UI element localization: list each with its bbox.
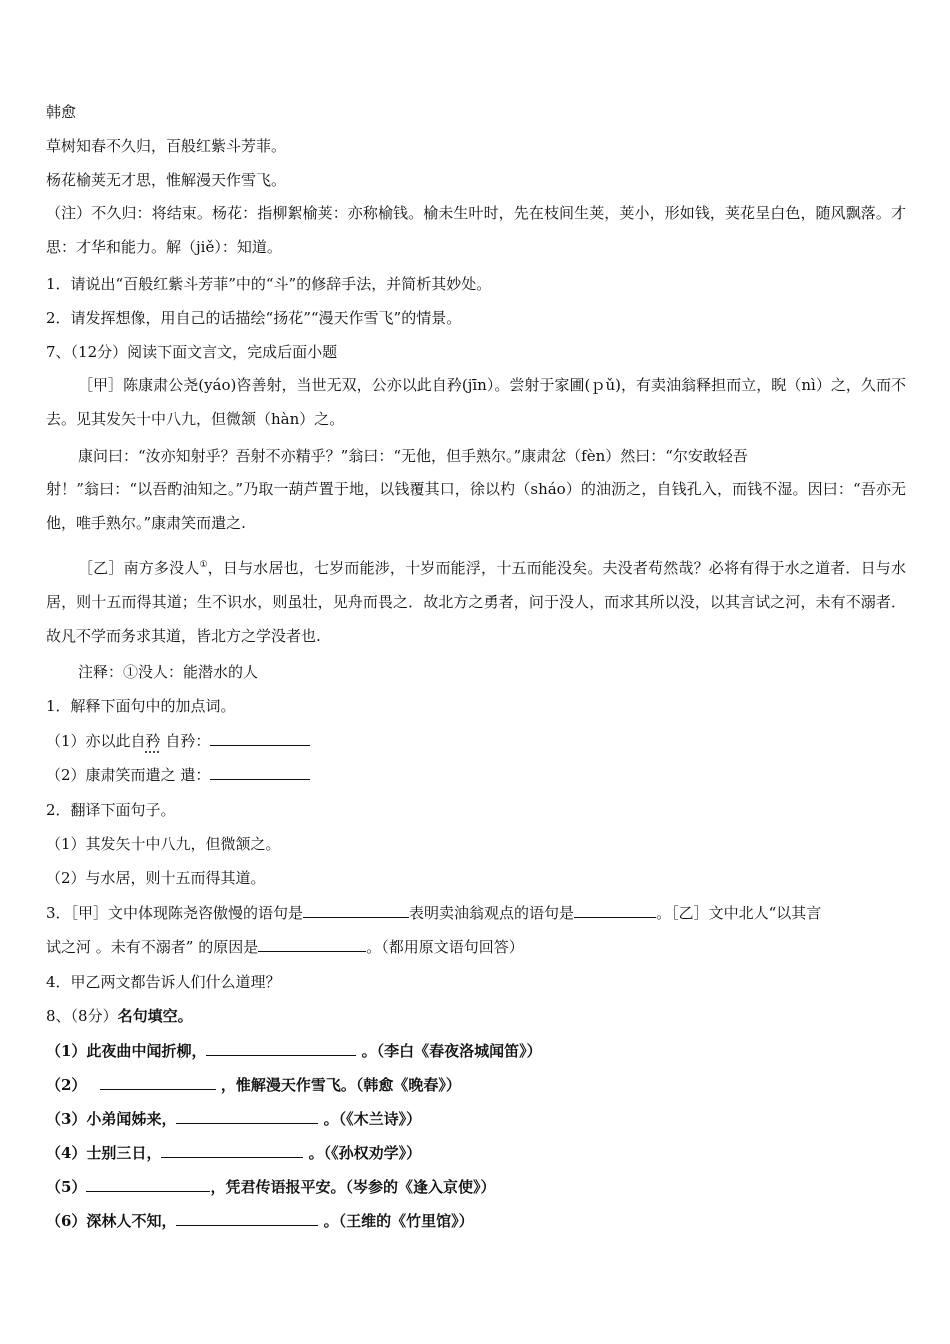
question-1-1 — [46, 730, 310, 751]
passage-jia-paragraph-1 — [46, 368, 906, 436]
fill-item-2 — [46, 1074, 461, 1095]
fill-item-3-pre: （3）小弟闻姊来， — [46, 1110, 177, 1128]
question-3-line-1 — [46, 902, 821, 923]
passage-yi-lead: ［乙］南方多没人 — [78, 559, 200, 577]
q3-part-d: 试之河 。未有不溺者” 的原因是 — [46, 938, 259, 956]
annotation: 注释：①没人：能潜水的人 — [78, 663, 259, 681]
footnote-marker: ① — [199, 560, 208, 570]
q1-1-dotted-word: 矜 — [145, 732, 161, 750]
passage-jia-text-1: ［甲］陈康肃公尧(yáo)咨善射，当世无双，公亦以此自矜(jīn）。尝射于家圃(ｐǔ)，有卖油翁释担而立，睨（nì）之，久而不去。见其发矢十中八九，但微颔（hàn）之。 — [46, 376, 906, 428]
fill-item-2-blank[interactable] — [100, 1074, 216, 1090]
passage-jia-paragraph-2b: 射！”翁曰：“以吾酌油知之。”乃取一葫芦置于地，以钱覆其口，徐以杓（sháo）的油沥之，自钱孔入，而钱不湿。因曰：“吾亦无他，唯手熟尔。”康肃笑而遣之. — [46, 480, 906, 532]
fill-item-2-post: ，惟解漫天作雪飞。（韩愈《晚春》） — [215, 1076, 461, 1094]
fill-item-3-post: 。（《木兰诗》） — [318, 1110, 422, 1128]
question-2-2: （2）与水居，则十五而得其道。 — [46, 869, 266, 887]
q1-2-answer-blank[interactable] — [210, 764, 310, 780]
q3-part-b: 表明卖油翁观点的语句是 — [409, 904, 575, 922]
fill-item-1-post: 。（李白《春夜洛城闻笛》） — [356, 1042, 542, 1060]
fill-item-1-pre: （1）此夜曲中闻折柳， — [46, 1042, 207, 1060]
fill-item-4-post: 。（《孙权劝学》） — [303, 1144, 422, 1162]
section-8-number: 8、（8分） — [46, 1007, 118, 1025]
fill-item-4-pre: （4）士别三日， — [46, 1144, 162, 1162]
q3-part-a: 3．［甲］文中体现陈尧咨傲慢的语句是 — [46, 904, 304, 922]
poem-line-1: 草树知春不久归，百般红紫斗芳菲。 — [46, 137, 287, 155]
question-2-1: （1）其发矢十中八九，但微颔之。 — [46, 835, 281, 853]
fill-item-3 — [46, 1108, 421, 1129]
question-1-title: 1．解释下面句中的加点词。 — [46, 697, 236, 715]
question-3-line-2 — [46, 936, 524, 957]
fill-item-2-pre: （2） — [46, 1076, 92, 1094]
q1-2-text: （2）康肃笑而 — [46, 766, 146, 784]
fill-item-1-blank[interactable] — [206, 1040, 356, 1056]
question-2-title: 2．翻译下面句子。 — [46, 801, 176, 819]
fill-item-6-post: 。（王维的《竹里馆》） — [318, 1212, 474, 1230]
poem-question-2: 2．请发挥想像，用自己的话描绘“扬花”“漫天作雪飞”的情景。 — [46, 309, 462, 327]
poem-note: （注）不久归：将结束。杨花：指柳絮榆荚：亦称榆钱。榆未生叶时，先在枝间生荚，荚小，形如钱，荚花呈白色，随风飘落。才思：才华和能力。解（jiě）：知道。 — [46, 204, 906, 256]
q3-blank-2[interactable] — [574, 902, 656, 918]
poem-line-2: 杨花榆荚无才思，惟解漫天作雪飞。 — [46, 171, 287, 189]
fill-item-4 — [46, 1142, 421, 1163]
q1-1-text: （1）亦以此自 — [46, 732, 146, 750]
fill-item-5-blank[interactable] — [86, 1176, 210, 1192]
fill-item-1 — [46, 1040, 542, 1061]
section-7-heading: 7、（12分）阅读下面文言文，完成后面小题 — [46, 343, 338, 361]
question-1-2 — [46, 764, 310, 785]
q1-2-dotted-word: 遣 — [145, 766, 161, 784]
q3-blank-3[interactable] — [258, 936, 366, 952]
fill-item-5-pre: （5） — [46, 1178, 87, 1196]
q3-part-e: 。（都用原文语句回答） — [366, 938, 524, 956]
q1-1-answer-blank[interactable] — [210, 730, 310, 746]
poem-author: 韩愈 — [46, 103, 77, 121]
fill-item-4-blank[interactable] — [161, 1142, 303, 1158]
fill-item-5 — [46, 1176, 495, 1197]
q3-blank-1[interactable] — [303, 902, 409, 918]
fill-item-5-post: ，凭君传语报平安。（岑参的《逢入京使》） — [210, 1178, 496, 1196]
question-4: 4．甲乙两文都告诉人们什么道理？ — [46, 973, 281, 991]
fill-item-6-blank[interactable] — [176, 1210, 318, 1226]
q1-2-label: 之 遣： — [160, 766, 211, 784]
poem-question-1: 1．请说出“百般红紫斗芳菲”中的“斗”的修辞手法，并简析其妙处。 — [46, 275, 492, 293]
passage-yi-text: ，日与水居也，七岁而能涉，十岁而能浮，十五而能没矣。夫没者苟然哉？必将有得于水之道者．日与水居，则十五而得其道；生不识水，则虽壮，见舟而畏之．故北方之勇者，问于没人，而求其所以没，以其言试之河，未有不溺者．故凡不学而务求其道，皆北方之学没者也. — [46, 559, 906, 645]
q1-1-label: 自矜： — [165, 732, 211, 750]
fill-item-6-pre: （6）深林人不知， — [46, 1212, 177, 1230]
fill-item-6 — [46, 1210, 474, 1231]
section-8-heading — [46, 1006, 193, 1026]
passage-jia-paragraph-2a: 康问曰：“汝亦知射乎？吾射不亦精乎？”翁曰：“无他，但手熟尔。”康肃忿（fèn）然曰：“尔安敢轻吾 — [78, 447, 748, 465]
fill-item-3-blank[interactable] — [176, 1108, 318, 1124]
q3-part-c: 。［乙］文中北人“以其言 — [656, 904, 822, 922]
section-8-title: 名句填空。 — [117, 1007, 193, 1025]
passage-yi-paragraph — [46, 548, 906, 653]
